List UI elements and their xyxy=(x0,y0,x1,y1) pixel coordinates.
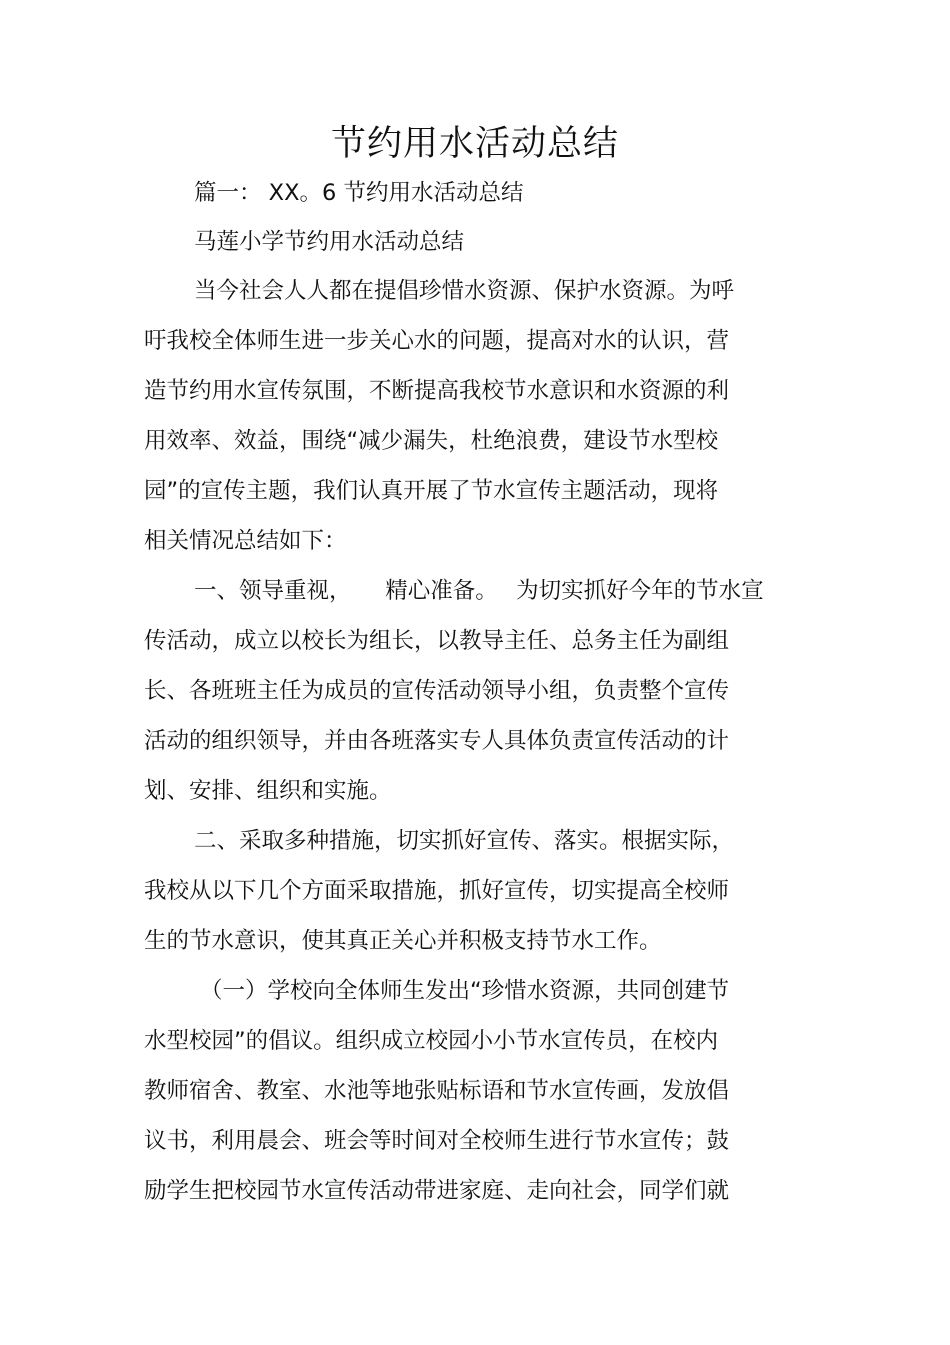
paragraph-line: 教师宿舍、教室、水池等地张贴标语和节水宣传画，发放倡 xyxy=(144,1078,730,1104)
document-subtitle: 篇一： XX。6 节约用水活动总结 xyxy=(194,180,524,206)
paragraph-line: （一）学校向全体师生发出“珍惜水资源，共同创建节 xyxy=(200,978,730,1004)
paragraph-line: 园”的宣传主题，我们认真开展了节水宣传主题活动，现将 xyxy=(144,478,719,504)
paragraph-line: 一、领导重视， 精心准备。 为切实抓好今年的节水宣 xyxy=(194,578,764,604)
paragraph-line: 传活动，成立以校长为组长，以教导主任、总务主任为副组 xyxy=(144,628,730,654)
paragraph-line: 我校从以下几个方面采取措施，抓好宣传，切实提高全校师 xyxy=(144,878,730,904)
document-title: 节约用水活动总结 xyxy=(330,124,619,164)
paragraph-line: 议书，利用晨会、班会等时间对全校师生进行节水宣传；鼓 xyxy=(144,1128,730,1154)
paragraph-line: 二、采取多种措施，切实抓好宣传、落实。根据实际， xyxy=(194,828,735,854)
paragraph-line: 造节约用水宣传氛围，不断提高我校节水意识和水资源的利 xyxy=(144,378,730,404)
paragraph-line: 相关情况总结如下： xyxy=(144,528,347,554)
paragraph-line: 用效率、效益，围绕“减少漏失，杜绝浪费，建设节水型校 xyxy=(144,428,719,454)
paragraph-line: 划、安排、组织和实施。 xyxy=(144,778,392,804)
paragraph-line: 活动的组织领导，并由各班落实专人具体负责宣传活动的计 xyxy=(144,728,730,754)
paragraph-line: 吁我校全体师生进一步关心水的问题，提高对水的认识，营 xyxy=(144,328,730,354)
school-heading: 马莲小学节约用水活动总结 xyxy=(194,229,465,255)
paragraph-line: 励学生把校园节水宣传活动带进家庭、走向社会，同学们就 xyxy=(144,1178,730,1204)
paragraph-line: 当今社会人人都在提倡珍惜水资源、保护水资源。为呼 xyxy=(194,278,735,304)
paragraph-line: 生的节水意识，使其真正关心并积极支持节水工作。 xyxy=(144,928,662,954)
paragraph-line: 长、各班班主任为成员的宣传活动领导小组，负责整个宣传 xyxy=(144,678,730,704)
paragraph-line: 水型校园”的倡议。组织成立校园小小节水宣传员，在校内 xyxy=(144,1028,719,1054)
